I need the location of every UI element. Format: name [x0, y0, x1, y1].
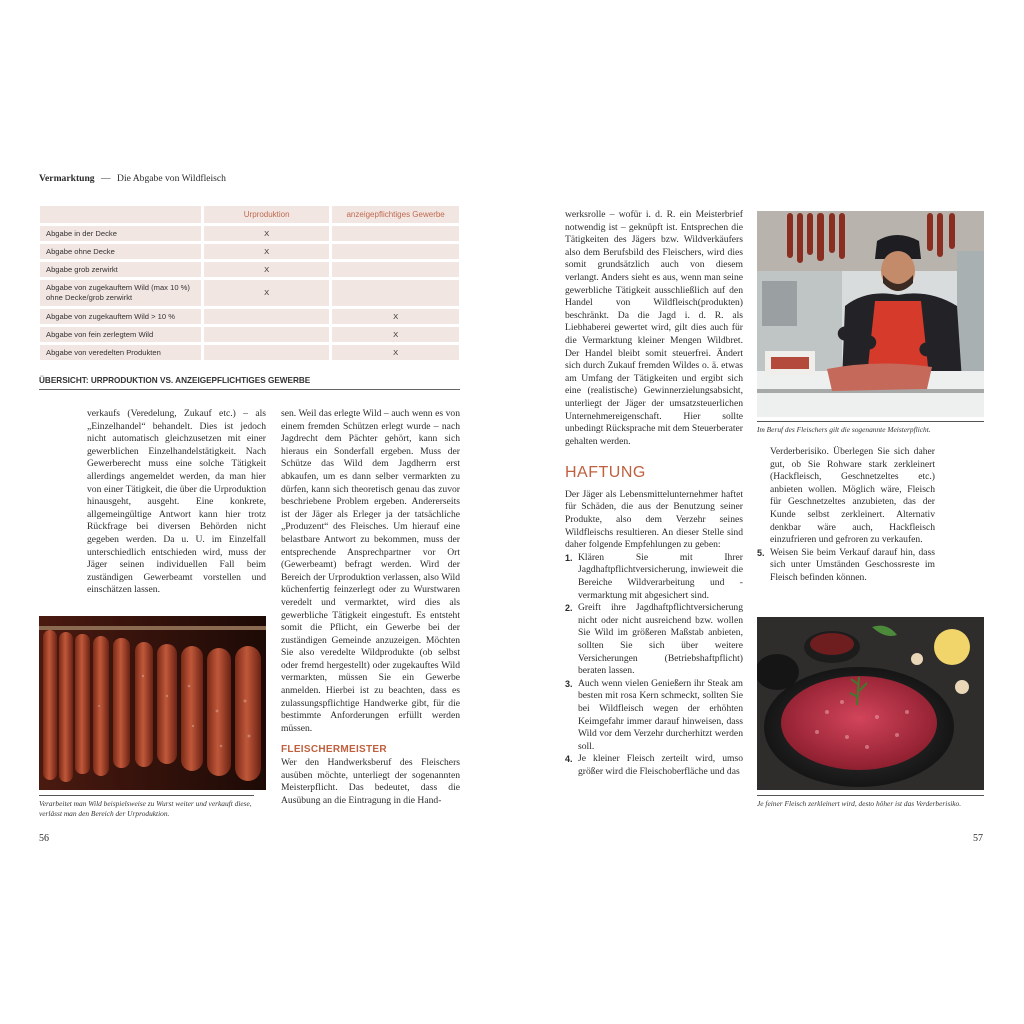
list-item [565, 753, 743, 778]
table-header-blank [40, 206, 201, 223]
left-col2-text: sen. Weil das erlegte Wild – auch wenn es von einem fremden Schützen erlegt wurde – nach Jagdrecht dem Pächter gehört, kann sich hieraus ein Sonderfall ergeben. Muss der Schütze das Wild dem Jagdherrn erst abkaufen, um es dann selber vermarkten zu dürfen, kann sich theoretisch genau das zuvor beschriebene Problem ergeben. Andererseits ist der Jäger als Erleger ja der tatsächliche „Produzent“ des Fleisches. Um hierauf eine belastbare Antwort zu bekommen, muss der entsprechende Ansprechpartner vor Ort (Gewerbeamt) befragt werden. Wird der Bereich der Urproduktion verlassen, also Wild küchenfertig feinzerlegt oder zu Wurstwaren veredelt und vermarktet, wird dies als gewerbliche Tätigkeit eingestuft. Es entsteht somit die Pflicht, ein Gewerbe bei der zuständigen Gemeinde anzuzeigen. Möchten Sie also veredelte Wildprodukte (ob selbst oder fremd hergestellt) oder zugekauftes Wild vermarkten, müssen Sie ein Gewerbe anmelden. Hierbei ist zu beachten, dass es zulassungspflichtige Handwerke gibt, für die bestimmte Anforderungen erfüllt werden müssen. [281, 408, 460, 734]
haftung-intro: Der Jäger als Lebensmittelunternehmer haftet für Schäden, die aus der Benutzung seiner Produkte, also dem Verzehr seines Wildfleischs resultieren. An dieser Stelle sind daher folgende Empfehlungen zu geben: [565, 488, 743, 551]
page-number-left: 56 [39, 833, 49, 844]
list-item [757, 547, 935, 585]
table-cell-gew [332, 280, 459, 306]
table-cell-label: Abgabe grob zerwirkt [40, 262, 201, 277]
table-cell-label: Abgabe ohne Decke [40, 244, 201, 259]
table-cell-label: Abgabe in der Decke [40, 226, 201, 241]
list-item-text: Weisen Sie beim Verkauf darauf hin, dass sich unter Umständen Geschossreste im Fleisch befinden können. [770, 546, 935, 583]
header-dash: — [101, 173, 111, 184]
table-cell-ur [204, 327, 329, 342]
table-cell-gew [332, 226, 459, 241]
list-item [565, 602, 743, 678]
right-column-2 [757, 446, 935, 585]
list-item-text: Klären Sie mit Ihrer Jagdhaftpflichtversicherung, inwieweit die Bereiche Wildverarbeitung und -vermarktung mit abgesichert sind. [578, 551, 743, 601]
table-cell-label: Abgabe von veredelten Produkten [40, 345, 201, 360]
table-row [40, 309, 459, 324]
table-caption: ÜBERSICHT: URPRODUKTION VS. ANZEIGEPFLICHTIGES GEWERBE [39, 376, 460, 390]
table-header-row [40, 206, 459, 223]
table-cell-gew [332, 244, 459, 259]
table-cell-gew: X [332, 309, 459, 324]
butcher-illustration [757, 211, 984, 417]
table-row [40, 262, 459, 277]
table-cell-ur: X [204, 280, 329, 306]
list-item-number: 2. [565, 603, 573, 614]
minced-meat-photo [757, 617, 984, 790]
right-col2-text: Verderberisiko. Überlegen Sie sich daher gut, ob Sie Rohware stark zerkleinert (Hackfleisch, Geschnetzeltes etc.) anbieten wollen. Möglich wäre, Fleisch für Geschnetzeltes anzubieten, das der Kunde selbst zerkleinert. Alternativ denkbar wäre auch, Hackfleisch einzufrieren und gefroren zu verkaufen. [770, 446, 935, 546]
mince-caption: Je feiner Fleisch zerkleinert wird, desto höher ist das Verderberisiko. [757, 795, 984, 809]
sausage-photo [39, 616, 266, 790]
table-cell-ur: X [204, 262, 329, 277]
table-cell-ur: X [204, 226, 329, 241]
table-row [40, 327, 459, 342]
table-header-gewerbe: anzeigepflichtiges Gewerbe [332, 206, 459, 223]
butcher-photo [757, 211, 984, 417]
list-item-number: 3. [565, 678, 573, 689]
fleischer-heading: FLEISCHERMEISTER [281, 744, 387, 756]
table-cell-gew: X [332, 327, 459, 342]
overview-table [37, 203, 462, 363]
table-row [40, 280, 459, 306]
left-column-2 [281, 408, 460, 807]
table-cell-gew: X [332, 345, 459, 360]
list-item [565, 552, 743, 602]
list-item-number: 5. [757, 547, 765, 558]
table-cell-ur [204, 345, 329, 360]
fleischer-text: Wer den Handwerksberuf des Fleischers ausüben möchte, unterliegt der sogenannten Meisterpflicht. Das bedeutet, dass die Ausübung an die Eintragung in die Hand- [281, 757, 460, 806]
minced-meat-illustration [757, 617, 984, 790]
left-column-1 [87, 408, 266, 597]
header-section: Vermarktung [39, 173, 95, 184]
table-cell-ur [204, 309, 329, 324]
haftung-heading: HAFTUNG [565, 464, 646, 482]
right-column-1 [565, 209, 743, 779]
butcher-caption: Im Beruf des Fleischers gilt die sogenannte Meisterpflicht. [757, 421, 984, 435]
list-item [565, 678, 743, 754]
list-item-number: 1. [565, 552, 573, 563]
sausage-illustration [39, 616, 266, 790]
list-item-text: Greift ihre Jagdhaftpflichtversicherung nicht oder nicht ausreichend bzw. wollen Sie Wild im größeren Maßstab anbieten, sollten Sie sich über weitere Versicherungen (Betriebshaftpflicht) beraten lassen. [578, 602, 743, 677]
table-row [40, 244, 459, 259]
table-cell-gew [332, 262, 459, 277]
haftung-list-continued [757, 547, 935, 585]
table-row [40, 345, 459, 360]
haftung-list [565, 552, 743, 779]
table-cell-label: Abgabe von zugekauftem Wild > 10 % [40, 309, 201, 324]
list-item-text: Auch wenn vielen Genießern ihr Steak am besten mit rosa Kern schmeckt, sollten Sie bei Wildfleisch wegen der erhöhten Keimgefahr immer darauf hinweisen, dass Wild vor dem Verzehr durcherhitzt werden soll. [578, 677, 743, 752]
list-item-text: Je kleiner Fleisch zerteilt wird, umso größer wird die Fleischoberfläche und das [578, 753, 743, 777]
table-cell-label: Abgabe von zugekauftem Wild (max 10 %) ohne Decke/grob zerwirkt [40, 280, 201, 306]
left-col1-text: verkaufs (Veredelung, Zukauf etc.) – als „Einzelhandel“ behandelt. Dies ist jedoch nicht automatisch gleichzusetzen mit einer gewerblichen Einzelhandelstätigkeit. Nach Gewerberecht muss eine solche Tätigkeit allerdings angemeldet werden, da man hier von einer Tätigkeit, die über die Urproduktion hinausgeht, ausgeht. Eine konkrete, allgemeingültige Antwort kann hier trotz Rückfrage bei diversen Behörden nicht gegeben werden. Da u. U. im Einzelfall unterschiedlich entschieden wird, muss der Jäger seinen individuellen Fall beim zuständigen Gewerbeamt vorstellen und einschätzen lassen. [87, 408, 266, 596]
header-subtitle: Die Abgabe von Wildfleisch [117, 173, 226, 184]
table-cell-ur: X [204, 244, 329, 259]
right-col1-text: werksrolle – wofür i. d. R. ein Meisterbrief notwendig ist – geknüpft ist. Entsprechen die Tätigkeiten des Jägers bzw. Wildverkäufers also dem Berufsbild des Fleischers, wird dies somit grundsätzlich auch von diesem verlangt. Anders sieht es aus, wenn man seine gewerbliche Tätigkeit ausschließlich auf den Handel von Wildfleisch(produkten) beschränkt. Da die Jagd i. d. R. als Liebhaberei gewertet wird, gilt dies auch für die Vermarktung kleiner Mengen Wildbret. Der Handel bleibt somit steuerfrei. Ändert sich durch Zukauf fremden Wildes o. ä. etwas am Umfang der Tätigkeiten und ergibt sich eine (realistische) Gewinnerzielungsabsicht, unterliegt der Jäger der umsatzsteuerlichen Unternehmereigenschaft. Hier sollte unbedingt Rücksprache mit dem Steuerberater gehalten werden. [565, 209, 743, 447]
list-item-number: 4. [565, 754, 573, 765]
page-number-right: 57 [973, 833, 983, 844]
table-cell-label: Abgabe von fein zerlegtem Wild [40, 327, 201, 342]
table-row [40, 226, 459, 241]
table-header-urproduktion: Urproduktion [204, 206, 329, 223]
sausage-caption: Verarbeitet man Wild beispielsweise zu Wurst weiter und verkauft diese, verlässt man den Bereich der Urproduktion. [39, 795, 254, 819]
running-header [39, 173, 226, 184]
